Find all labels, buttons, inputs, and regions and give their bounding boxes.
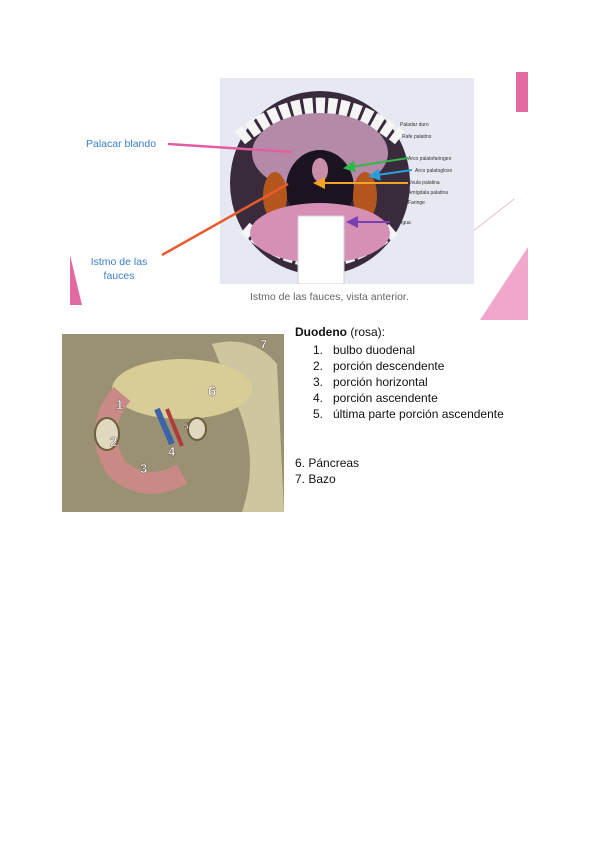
- arrow-istmo: [162, 184, 288, 255]
- figure-label: Arco palatofaringeo: [408, 156, 452, 162]
- bazo-item: 7. Bazo: [295, 472, 336, 486]
- figure-label: Paladar duro: [400, 122, 429, 128]
- figure-label: Amígdala palatina: [408, 190, 449, 196]
- anatomy-number: 4: [168, 444, 176, 459]
- figure-label: Úvula palatina: [408, 180, 440, 186]
- figure-label: Lengua: [394, 220, 411, 226]
- slide-panel: [70, 72, 528, 320]
- list-item: 1. bulbo duodenal: [313, 343, 416, 357]
- duodeno-heading: [295, 325, 385, 339]
- figure-caption: Istmo de las fauces, vista anterior.: [250, 291, 409, 303]
- list-item: 2. porción descendente: [313, 359, 445, 373]
- label-palatar-blando: Palacar blando: [86, 138, 157, 150]
- label-istmo: Istmo de las fauces: [90, 256, 148, 282]
- anatomy-number: 7: [260, 337, 268, 352]
- list-item: 4. porción ascendente: [313, 391, 438, 405]
- anatomy-number: 2: [110, 434, 118, 449]
- anatomy-number: 3: [140, 461, 148, 476]
- arrow-palatar: [168, 144, 292, 152]
- duodenum-anatomy-image: [62, 334, 284, 512]
- list-item: 5. última parte porción ascendente: [313, 407, 504, 421]
- list-item: 3. porción horizontal: [313, 375, 428, 389]
- anatomy-number: 1: [116, 397, 124, 412]
- anatomy-number: 6: [208, 383, 217, 400]
- duodeno-title: Duodeno: [295, 325, 347, 339]
- pancreas-item: 6. Páncreas: [295, 456, 360, 470]
- figure-label: Faringe: [408, 200, 425, 206]
- figure-label: Arco palatogloso: [415, 168, 453, 174]
- duodeno-subtitle: (rosa):: [347, 325, 386, 339]
- anatomy-number: 5: [184, 422, 189, 431]
- figure-label: Rafe palatino: [402, 134, 432, 140]
